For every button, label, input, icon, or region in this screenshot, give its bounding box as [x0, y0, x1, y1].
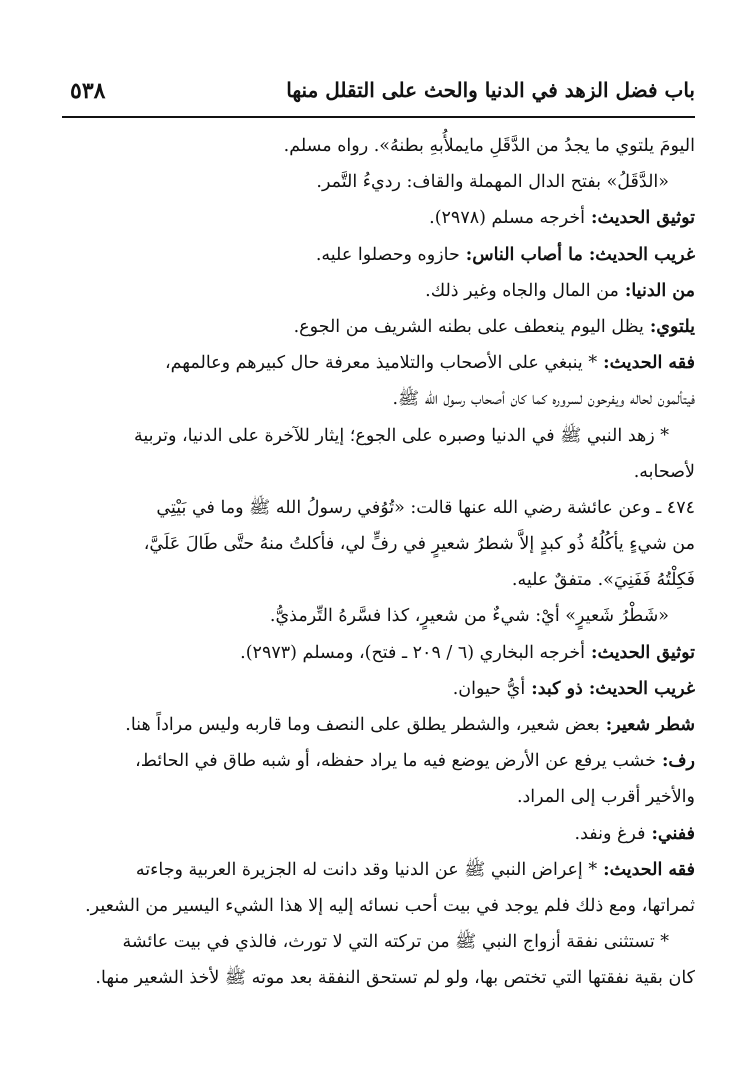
fiqh-section [62, 345, 695, 381]
term-text: يظل اليوم ينعطف على بطنه الشريف من الجوع. [293, 316, 644, 337]
term-label: شطر شعير: [605, 715, 695, 735]
page-number: ٥٣٨ [70, 78, 106, 104]
fiqh-point-continued: كان بقية نفقتها التي تختص بها، ولو لم تستحق النفقة بعد موته ﷺ لأخذ الشعير منها. [95, 968, 695, 989]
gharib-label: غريب الحديث: [588, 678, 695, 699]
gharib-text: حازوه وحصلوا عليه. [315, 244, 460, 265]
term-text: فرغ ونفد. [574, 823, 646, 844]
gharib-text: أيُّ حيوان. [452, 678, 526, 699]
fiqh-label: فقه الحديث: [603, 353, 695, 374]
tawthiq-label: توثيق الحديث: [591, 208, 695, 229]
tawthiq-text: أخرجه مسلم (٢٩٧٨). [429, 208, 586, 229]
term-definition [62, 743, 695, 779]
gharib-section [62, 671, 695, 707]
tawthiq-section [62, 635, 695, 671]
fiqh-point: * تستثنى نفقة أزواج النبي ﷺ من تركته التي لا تورث، فالذي في بيت عائشة [122, 932, 669, 953]
term-label: من الدنيا: [624, 280, 695, 301]
hadith-text-line: اليومَ يلتوي ما يجدُ من الدَّقَلِ مايملأُبهِ بطنهُ». رواه مسلم. [283, 136, 695, 156]
term-definition [62, 273, 695, 309]
word-explanation: «الدَّقَلُ» بفتح الدال المهملة والقاف: رديءُ التَّمر. [316, 172, 669, 193]
term-label: رف: [661, 751, 695, 772]
term-text: بعض شعير، والشطر يطلق على النصف وما قاربه وليس مراداً هنا. [125, 715, 600, 735]
page-body [62, 128, 695, 997]
term-definition [62, 707, 695, 743]
fiqh-label: فقه الحديث: [603, 859, 695, 880]
gharib-section [62, 237, 695, 273]
gharib-term: ما أصاب الناس: [465, 244, 583, 265]
term-definition [62, 309, 695, 345]
hadith-474-line: ٤٧٤ ـ وعن عائشة رضي الله عنها قالت: «تُوُفي رسولُ الله ﷺ وما في بَيْتِي [156, 497, 695, 518]
fiqh-text-continued: فيتألمون لحاله ويفرحون لسروره كما كان أصحاب رسول الله ﷺ. [392, 389, 695, 410]
hadith-474-line: فَكِلْتُهُ فَفَنِيَ». متفقٌ عليه. [511, 570, 695, 591]
fiqh-text: * إعراض النبي ﷺ عن الدنيا وقد دانت له الجزيرة العربية وجاءته [135, 859, 598, 880]
fiqh-section [62, 852, 695, 888]
tawthiq-text: أخرجه البخاري (٦ / ٢٠٩ ـ فتح)، ومسلم (٢٩٧٣). [240, 642, 586, 663]
gharib-term: ذو كبد: [531, 678, 583, 699]
tawthiq-section [62, 200, 695, 236]
page-header [62, 76, 695, 118]
word-explanation: «شَطْرُ شَعيرٍ» أيْ: شيءٌ من شعيرٍ، كذا فسَّرهُ التِّرمذيُّ. [269, 606, 669, 627]
tawthiq-label: توثيق الحديث: [591, 642, 695, 663]
fiqh-point: * زهد النبي ﷺ في الدنيا وصبره على الجوع؛ إيثار للآخرة على الدنيا، وتربية [133, 425, 669, 446]
gharib-label: غريب الحديث: [588, 244, 695, 265]
term-label: ففني: [651, 823, 695, 844]
hadith-474-line: من شيءٍ يأكُلُهُ ذُو كبدٍ إلاَّ شطرُ شعيرٍ في رفٍّ لي، فأكلتُ منهُ حتَّى طَالَ عَلَيَّ، [143, 534, 695, 555]
chapter-title: باب فضل الزهد في الدنيا والحث على التقلل منها [286, 78, 695, 102]
fiqh-text: * ينبغي على الأصحاب والتلاميذ معرفة حال كبيرهم وعالمهم، [165, 353, 598, 374]
fiqh-point-continued: لأصحابه. [633, 461, 695, 482]
term-definition [62, 816, 695, 852]
term-text: خشب يرفع عن الأرض يوضع فيه ما يراد حفظه، أو شبه طاق في الحائط، [135, 751, 656, 772]
term-definition-continued: والأخير أقرب إلى المراد. [516, 787, 695, 808]
term-text: من المال والجاه وغير ذلك. [425, 280, 619, 301]
term-label: يلتوي: [649, 316, 695, 337]
fiqh-text-continued: ثمراتها، ومع ذلك فلم يوجد في بيت أحب نسائه إليه إلا هذا الشيء اليسير من الشعير. [85, 895, 695, 916]
